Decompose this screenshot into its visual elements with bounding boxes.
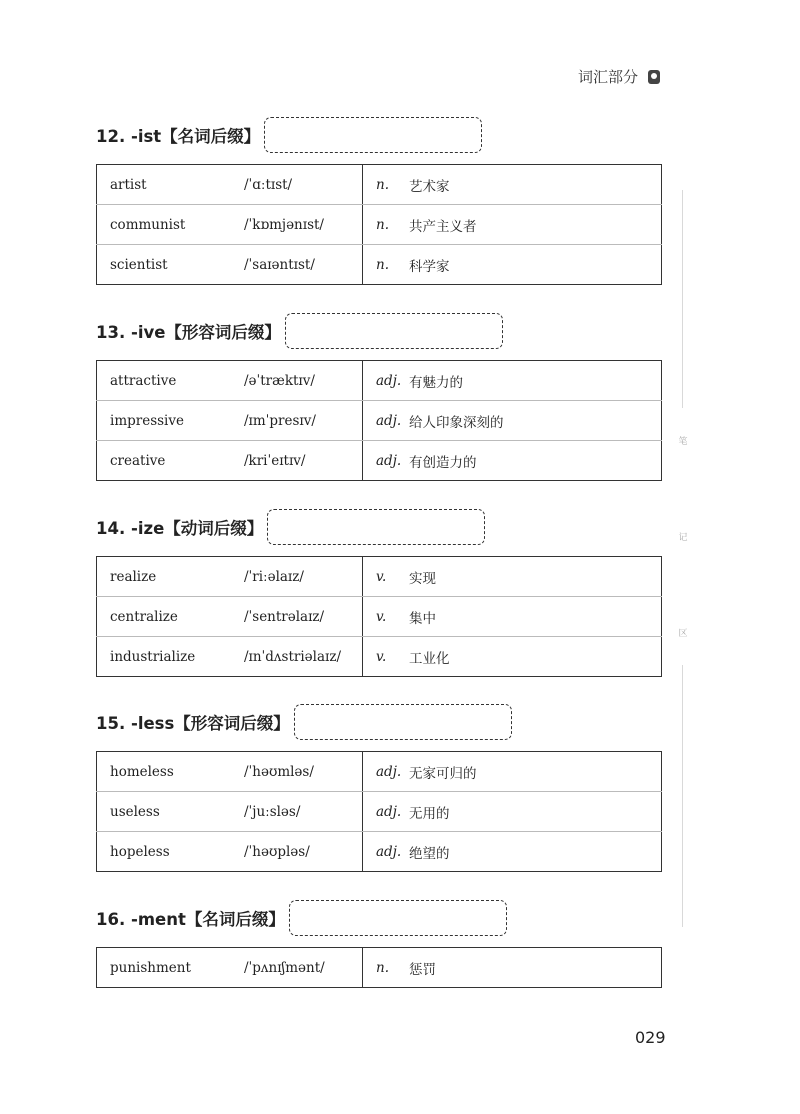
ipa-cell: /ˈhəʊmləs/ (244, 752, 363, 792)
ipa-cell: /ɪmˈpresɪv/ (244, 401, 363, 441)
word-cell: realize (97, 557, 245, 597)
pos-cell: v. (363, 557, 410, 597)
meaning-cell: 科学家 (409, 258, 450, 275)
section-title: 13. -ive【形容词后缀】 (96, 323, 281, 342)
meaning-cell: 给人印象深刻的 (409, 401, 662, 441)
section-title: 16. -ment【名词后缀】 (96, 910, 285, 929)
meaning-cell: 有创造力的 (409, 454, 477, 471)
page-header (578, 66, 660, 87)
ipa-cell: /ˈsaɪəntɪst/ (244, 245, 363, 285)
meaning-cell: 集中 (409, 597, 662, 637)
table-row (97, 245, 662, 285)
pos-cell: v. (376, 648, 387, 665)
meaning-cell: 惩罚 (409, 961, 436, 978)
sidebar-char: 区 (678, 629, 688, 639)
table-row (97, 792, 662, 832)
pos-cell: n. (376, 959, 389, 976)
note-box[interactable] (285, 313, 503, 349)
table-row (97, 205, 662, 245)
sidebar-divider (682, 665, 683, 927)
vocab-section (96, 507, 662, 677)
vocab-section (96, 898, 662, 988)
ipa-cell: /kriˈeɪtɪv/ (244, 441, 363, 481)
table-row (97, 441, 662, 481)
ipa-cell: /ˈsentrəlaɪz/ (244, 597, 363, 637)
vocab-table (96, 947, 662, 988)
section-heading (96, 898, 662, 938)
sidebar-divider (682, 190, 683, 408)
table-row (97, 597, 662, 637)
section-label: 词汇部分 (577, 68, 638, 86)
meaning-cell: 有魅力的 (409, 361, 662, 401)
section-title: 15. -less【形容词后缀】 (96, 714, 290, 733)
note-box[interactable] (294, 704, 512, 740)
sidebar-char: 笔 (678, 437, 688, 447)
table-row (97, 832, 662, 872)
meaning-cell: 无用的 (409, 792, 662, 832)
note-box[interactable] (267, 509, 485, 545)
ipa-cell: /ˈriːəlaɪz/ (244, 557, 363, 597)
notes-sidebar (672, 0, 692, 1114)
section-title: 12. -ist【名词后缀】 (96, 127, 261, 146)
meaning-cell: 艺术家 (409, 165, 662, 205)
note-box[interactable] (264, 117, 482, 153)
pos-cell: adj. (363, 401, 410, 441)
word-cell: industrialize (110, 648, 196, 665)
word-cell: useless (97, 792, 245, 832)
pos-cell: n. (363, 165, 410, 205)
word-cell: homeless (97, 752, 245, 792)
pos-cell: adj. (376, 843, 402, 860)
ipa-cell: /ˈkɒmjənɪst/ (244, 205, 363, 245)
pos-cell: n. (363, 205, 410, 245)
ipa-cell: /ˈɑːtɪst/ (244, 165, 363, 205)
bookmark-icon (648, 70, 660, 84)
ipa-cell: /əˈtræktɪv/ (244, 361, 363, 401)
word-cell: communist (97, 205, 245, 245)
word-cell: attractive (97, 361, 245, 401)
section-title: 14. -ize【动词后缀】 (96, 519, 264, 538)
table-row (97, 752, 662, 792)
word-cell: creative (110, 452, 166, 469)
table-row (97, 948, 662, 988)
word-cell: centralize (97, 597, 245, 637)
vocab-table (96, 360, 662, 481)
pos-cell: n. (376, 256, 389, 273)
word-cell: artist (97, 165, 245, 205)
section-heading (96, 311, 662, 351)
word-cell: punishment (110, 959, 191, 976)
table-row (97, 401, 662, 441)
meaning-cell: 工业化 (409, 650, 450, 667)
word-cell: scientist (110, 256, 168, 273)
ipa-cell: /ˈpʌnɪʃmənt/ (244, 948, 363, 988)
section-heading (96, 507, 662, 547)
word-cell: hopeless (110, 843, 170, 860)
pos-cell: adj. (363, 752, 410, 792)
pos-cell: adj. (363, 361, 410, 401)
meaning-cell: 绝望的 (409, 845, 450, 862)
meaning-cell: 共产主义者 (409, 205, 662, 245)
table-row (97, 361, 662, 401)
vocab-table (96, 556, 662, 677)
ipa-cell: /ɪnˈdʌstriəlaɪz/ (244, 637, 363, 677)
pos-cell: v. (363, 597, 410, 637)
section-heading (96, 115, 662, 155)
section-heading (96, 702, 662, 742)
vocab-table (96, 164, 662, 285)
vocab-section (96, 115, 662, 285)
ipa-cell: /ˈhəʊpləs/ (244, 832, 363, 872)
pos-cell: adj. (363, 792, 410, 832)
ipa-cell: /ˈjuːsləs/ (244, 792, 363, 832)
meaning-cell: 无家可归的 (409, 752, 662, 792)
vocab-table (96, 751, 662, 872)
word-cell: impressive (97, 401, 245, 441)
meaning-cell: 实现 (409, 557, 662, 597)
note-box[interactable] (289, 900, 507, 936)
table-row (97, 637, 662, 677)
pos-cell: adj. (376, 452, 402, 469)
page-number: 029 (635, 1028, 666, 1047)
vocab-section (96, 311, 662, 481)
table-row (97, 165, 662, 205)
sidebar-char: 记 (678, 533, 688, 543)
vocab-section (96, 702, 662, 872)
table-row (97, 557, 662, 597)
